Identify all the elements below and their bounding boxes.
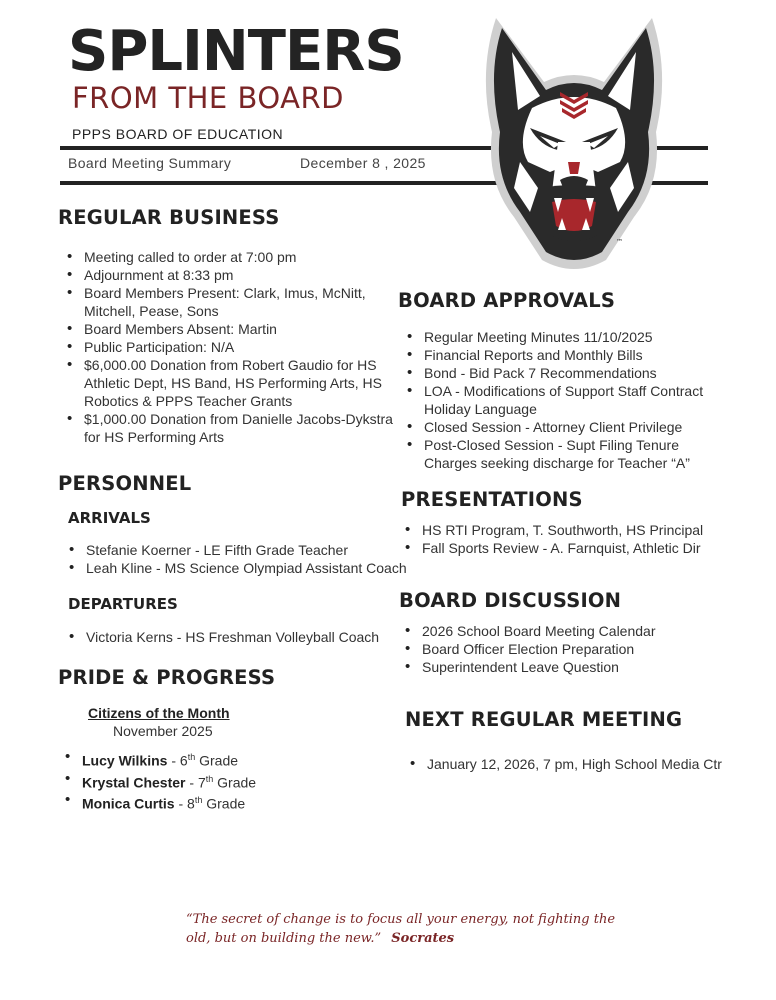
list-item: • Bond - Bid Pack 7 Recommendations [404,364,724,382]
list-item: • Superintendent Leave Question [402,658,722,676]
quote-text: “The secret of change is to focus all your energy, not fighting the old, but on building the new.” [186,912,616,946]
departures-list [66,628,406,646]
grade-word: Grade [217,774,257,791]
grade-suffix: th [205,773,214,784]
list-item: • Closed Session - Attorney Client Privilege [404,418,724,436]
arrivals-heading: ARRIVALS [68,509,151,527]
grade-number: 7 [197,774,206,791]
list-item: • January 12, 2026, 7 pm, High School Media Ctr [407,755,747,773]
grade-word: Grade [199,752,239,769]
citizens-of-month-period: November 2025 [113,723,213,739]
presentations-list [402,521,742,557]
list-item: • HS RTI Program, T. Southworth, HS Principal [402,521,742,539]
organization-name: PPPS BOARD OF EDUCATION [72,126,284,142]
footer-quote [186,910,626,948]
wolf-mascot-icon [474,12,674,274]
list-item: • Stefanie Koerner - LE Fifth Grade Teacher [66,541,426,559]
board-discussion-list [402,622,722,676]
grade-word: Grade [206,795,246,812]
newsletter-title: SPLINTERS [68,19,404,84]
list-item: • LOA - Modifications of Support Staff Contract Holiday Language [404,382,724,418]
list-item: • Monica Curtis - 8th Grade [62,791,256,813]
personnel-heading: PERSONNEL [58,472,192,495]
student-name: Krystal Chester [82,774,186,791]
presentations-heading: PRESENTATIONS [401,488,583,511]
grade-suffix: th [187,752,196,762]
list-item: • Adjournment at 8:33 pm [64,266,394,284]
trademark-symbol: ™ [616,238,623,246]
board-approvals-list [404,328,724,472]
next-meeting-heading: NEXT REGULAR MEETING [405,708,683,731]
grade-suffix: th [194,795,203,806]
list-item: • 2026 School Board Meeting Calendar [402,622,722,640]
list-item: • Leah Kline - MS Science Olympiad Assistant Coach [66,559,426,577]
pride-progress-heading: PRIDE & PROGRESS [58,666,276,689]
regular-business-list [64,248,394,446]
citizens-list [62,748,256,813]
citizens-of-month-title: Citizens of the Month [88,705,230,721]
list-item: • Board Officer Election Preparation [402,640,722,658]
list-item: • Financial Reports and Monthly Bills [404,346,724,364]
departures-heading: DEPARTURES [68,595,178,613]
regular-business-heading: REGULAR BUSINESS [58,206,280,229]
next-meeting-list [407,755,747,773]
grade-number: 6 [179,752,188,769]
meeting-date: December 8 , 2025 [300,155,426,171]
grade-number: 8 [187,795,195,812]
student-name: Monica Curtis [82,795,175,812]
quote-author: Socrates [391,931,455,946]
list-item: • Krystal Chester - 7th Grade [62,770,256,792]
list-item: • Board Members Present: Clark, Imus, McNitt, Mitchell, Pease, Sons [64,284,394,320]
list-item: • Meeting called to order at 7:00 pm [64,248,394,266]
list-item: • Post-Closed Session - Supt Filing Tenure Charges seeking discharge for Teacher “A” [404,436,724,472]
list-item: • $1,000.00 Donation from Danielle Jacobs-Dykstra for HS Performing Arts [64,410,394,446]
list-item: • Board Members Absent: Martin [64,320,394,338]
newsletter-subtitle: FROM THE BOARD [72,81,344,115]
board-discussion-heading: BOARD DISCUSSION [399,589,622,612]
board-approvals-heading: BOARD APPROVALS [398,289,616,312]
arrivals-list [66,541,426,577]
list-item: • $6,000.00 Donation from Robert Gaudio for HS Athletic Dept, HS Band, HS Performing Arts, HS Robotics & PPPS Teacher Grants [64,356,394,410]
list-item: • Victoria Kerns - HS Freshman Volleyball Coach [66,628,406,646]
meeting-label: Board Meeting Summary [68,155,232,171]
list-item: • Public Participation: N/A [64,338,394,356]
list-item: • Regular Meeting Minutes 11/10/2025 [404,328,724,346]
list-item: • Lucy Wilkins - 6th Grade [62,748,256,770]
list-item: • Fall Sports Review - A. Farnquist, Athletic Dir [402,539,742,557]
student-name: Lucy Wilkins [82,752,168,769]
